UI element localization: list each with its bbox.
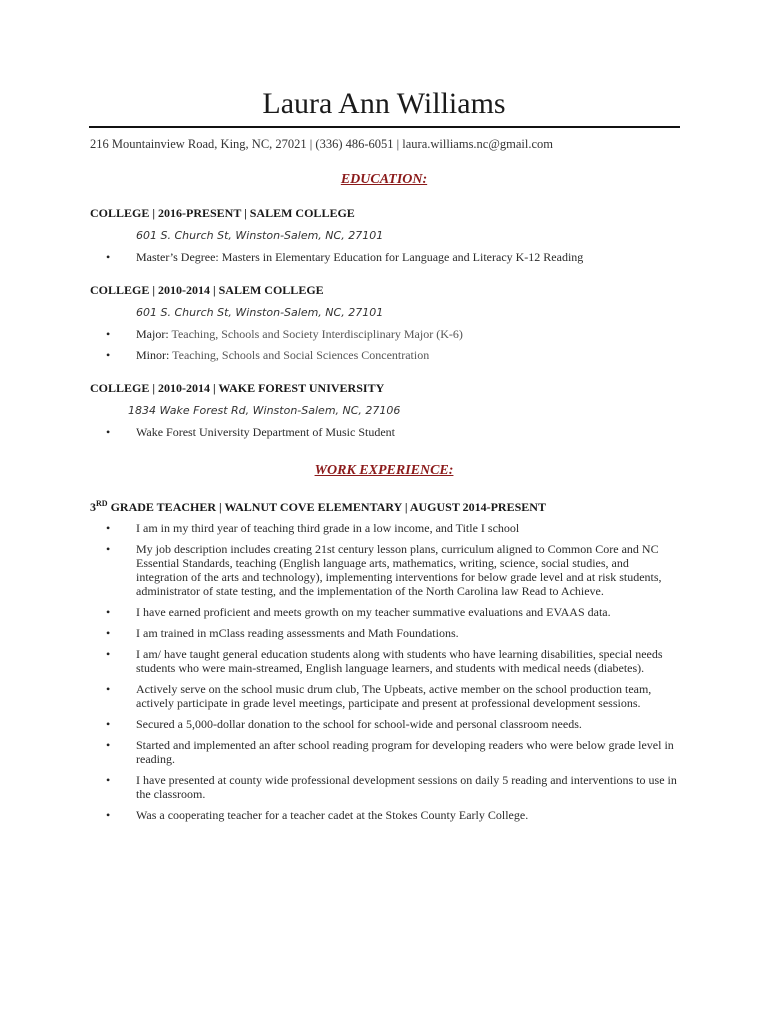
header-divider — [89, 126, 680, 128]
bullet-label: Master’s — [136, 250, 178, 264]
education-entry-bullets — [90, 425, 680, 446]
list-item — [90, 327, 680, 341]
heading-number: 3 — [90, 500, 96, 514]
education-entry-address: 601 S. Church St, Winston-Salem, NC, 27101 — [136, 306, 384, 319]
work-bullets — [90, 521, 680, 829]
list-item: • Started and implemented an after school reading program for developing readers who were below grade level in reading. — [90, 738, 680, 766]
bullet-text: Wake Forest University Department of Music Student — [136, 425, 395, 439]
education-entry-heading: COLLEGE | 2010-2014 | SALEM COLLEGE — [90, 283, 324, 297]
list-item: • Secured a 5,000-dollar donation to the school for school-wide and personal classroom needs. — [90, 717, 680, 731]
work-experience-title: WORK EXPERIENCE: — [314, 463, 454, 478]
list-item — [90, 250, 680, 264]
education-entry-address: 1834 Wake Forest Rd, Winston-Salem, NC, 27106 — [128, 404, 401, 417]
education-title: EDUCATION: — [340, 172, 428, 187]
list-item: • I have earned proficient and meets growth on my teacher summative evaluations and EVAAS data. — [90, 605, 680, 619]
list-item: • I have presented at county wide professional development sessions on daily 5 reading and interventions to use in the classroom. — [90, 773, 680, 801]
list-item: • Actively serve on the school music drum club, The Upbeats, active member on the school production team, actively participate in grade level meetings, participate and present at professional development sessions. — [90, 682, 680, 710]
resume-name: Laura Ann Williams — [262, 87, 506, 120]
list-item: • I am trained in mClass reading assessments and Math Foundations. — [90, 626, 680, 640]
bullet-label: Minor: — [136, 348, 170, 362]
list-item — [90, 425, 680, 439]
list-item — [90, 348, 680, 362]
list-item: • My job description includes creating 21st century lesson plans, curriculum aligned to Common Core and NC Essential Standards, teaching (English language arts, mathematics, writing, science, social studies, and integration of the arts and technology), implementing interventions for below grade level and at risk students, administrator of state testing, and the implementation of the North Carolina law Read to Achieve. — [90, 542, 680, 598]
education-entry-bullets — [90, 327, 680, 369]
list-item: • Was a cooperating teacher for a teacher cadet at the Stokes County Early College. — [90, 808, 680, 822]
heading-text: GRADE TEACHER | WALNUT COVE ELEMENTARY | AUGUST 2014-PRESENT — [107, 500, 546, 514]
education-entry-bullets — [90, 250, 680, 271]
education-entry-heading: COLLEGE | 2016-PRESENT | SALEM COLLEGE — [90, 206, 355, 220]
education-entry-address: 601 S. Church St, Winston-Salem, NC, 27101 — [136, 229, 384, 242]
contact-line: 216 Mountainview Road, King, NC, 27021 | (336) 486-6051 | laura.williams.nc@gmail.com — [90, 137, 553, 151]
work-entry-heading — [90, 499, 546, 515]
bullet-label: Major: — [136, 327, 169, 341]
education-entry-heading: COLLEGE | 2010-2014 | WAKE FOREST UNIVERSITY — [90, 381, 385, 395]
bullet-text: Degree: Masters in Elementary Education for Language and Literacy K-12 Reading — [177, 250, 584, 264]
heading-superscript: RD — [96, 499, 108, 508]
bullet-text: Teaching, Schools and Society Interdisciplinary Major (K-6) — [168, 327, 463, 341]
bullet-text: Teaching, Schools and Social Sciences Concentration — [169, 348, 430, 362]
list-item: • I am/ have taught general education students along with students who have learning disabilities, special needs students who were main-streamed, English language learners, and students with medical needs (diabetes). — [90, 647, 680, 675]
list-item: • I am in my third year of teaching third grade in a low income, and Title I school — [90, 521, 680, 535]
